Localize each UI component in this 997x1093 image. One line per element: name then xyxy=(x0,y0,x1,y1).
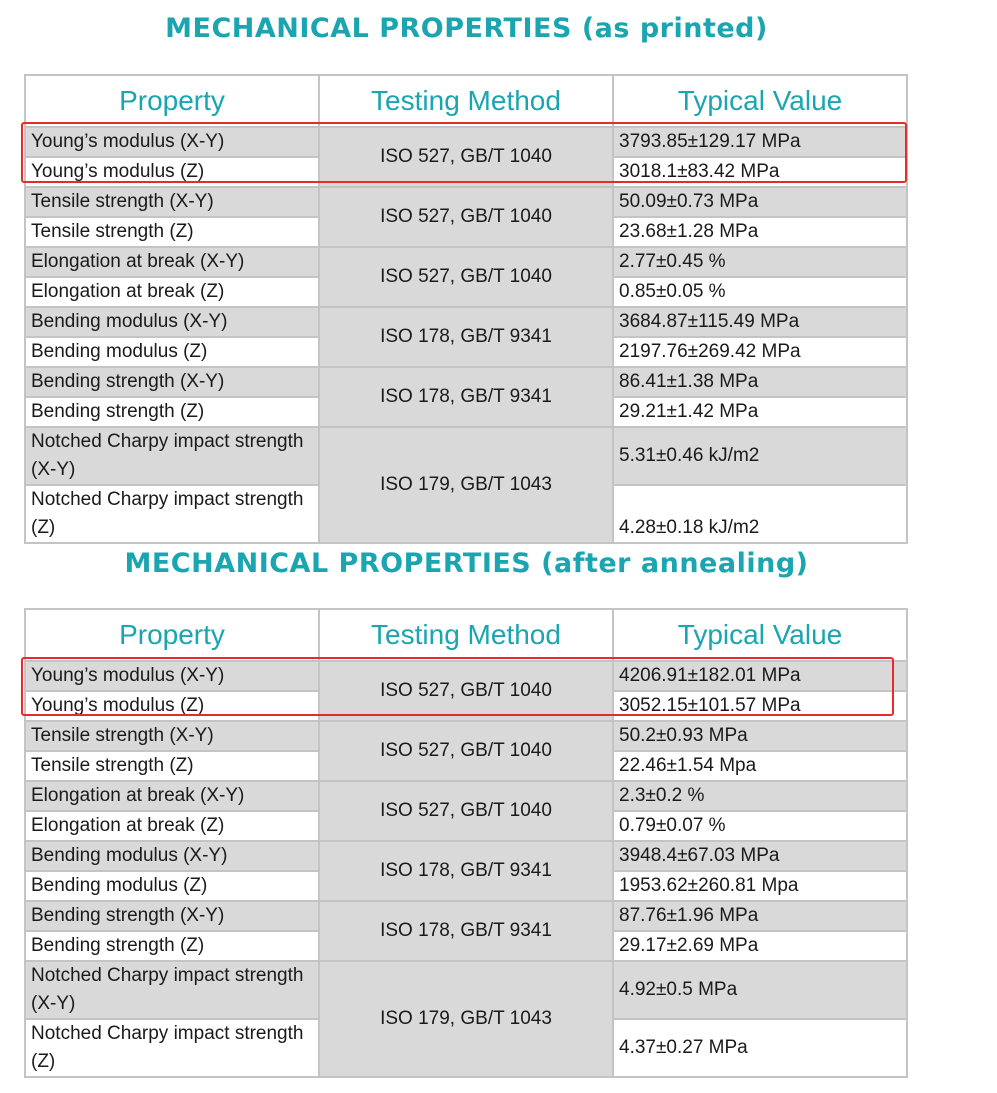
property-cell: Notched Charpy impact strength (X-Y) xyxy=(25,427,319,485)
property-cell: Young’s modulus (Z) xyxy=(25,157,319,187)
method-cell: ISO 178, GB/T 9341 xyxy=(319,367,613,427)
property-cell: Notched Charpy impact strength (X-Y) xyxy=(25,961,319,1019)
property-cell: Bending strength (Z) xyxy=(25,397,319,427)
properties-table-as-printed xyxy=(24,74,908,544)
property-cell: Tensile strength (X-Y) xyxy=(25,187,319,217)
header-testing-method: Testing Method xyxy=(319,75,613,127)
value-cell: 2.3±0.2 % xyxy=(613,781,907,811)
property-cell: Young’s modulus (X-Y) xyxy=(25,661,319,691)
header-testing-method: Testing Method xyxy=(319,609,613,661)
table-row xyxy=(25,841,907,871)
table-row xyxy=(25,901,907,931)
value-cell: 5.31±0.46 kJ/m2 xyxy=(613,427,907,485)
property-cell: Elongation at break (X-Y) xyxy=(25,247,319,277)
value-cell: 4.92±0.5 MPa xyxy=(613,961,907,1019)
property-cell: Bending modulus (X-Y) xyxy=(25,841,319,871)
property-cell: Notched Charpy impact strength (Z) xyxy=(25,1019,319,1077)
property-cell: Bending modulus (Z) xyxy=(25,337,319,367)
value-cell: 87.76±1.96 MPa xyxy=(613,901,907,931)
property-cell: Elongation at break (Z) xyxy=(25,811,319,841)
method-cell: ISO 527, GB/T 1040 xyxy=(319,127,613,187)
method-cell: ISO 527, GB/T 1040 xyxy=(319,247,613,307)
method-cell: ISO 527, GB/T 1040 xyxy=(319,661,613,721)
value-cell: 3684.87±115.49 MPa xyxy=(613,307,907,337)
header-typical-value: Typical Value xyxy=(613,609,907,661)
table-row xyxy=(25,127,907,157)
property-cell: Bending strength (Z) xyxy=(25,931,319,961)
value-cell: 29.21±1.42 MPa xyxy=(613,397,907,427)
value-cell: 0.85±0.05 % xyxy=(613,277,907,307)
value-cell: 50.2±0.93 MPa xyxy=(613,721,907,751)
property-cell: Tensile strength (Z) xyxy=(25,217,319,247)
header-property: Property xyxy=(25,609,319,661)
value-cell: 3793.85±129.17 MPa xyxy=(613,127,907,157)
property-cell: Notched Charpy impact strength (Z) xyxy=(25,485,319,543)
property-cell: Bending modulus (X-Y) xyxy=(25,307,319,337)
table-row xyxy=(25,781,907,811)
property-cell: Tensile strength (Z) xyxy=(25,751,319,781)
method-cell: ISO 178, GB/T 9341 xyxy=(319,307,613,367)
property-cell: Elongation at break (X-Y) xyxy=(25,781,319,811)
table-row xyxy=(25,427,907,485)
method-cell: ISO 527, GB/T 1040 xyxy=(319,781,613,841)
value-cell: 0.79±0.07 % xyxy=(613,811,907,841)
property-cell: Young’s modulus (X-Y) xyxy=(25,127,319,157)
properties-table-after-annealing xyxy=(24,608,908,1078)
method-cell: ISO 527, GB/T 1040 xyxy=(319,721,613,781)
section-title-after-annealing: MECHANICAL PROPERTIES (after annealing) xyxy=(124,548,809,579)
value-cell: 1953.62±260.81 Mpa xyxy=(613,871,907,901)
table-row xyxy=(25,661,907,691)
property-cell: Bending strength (X-Y) xyxy=(25,367,319,397)
method-cell: ISO 179, GB/T 1043 xyxy=(319,427,613,543)
method-cell: ISO 179, GB/T 1043 xyxy=(319,961,613,1077)
property-cell: Tensile strength (X-Y) xyxy=(25,721,319,751)
table-row xyxy=(25,247,907,277)
method-cell: ISO 178, GB/T 9341 xyxy=(319,841,613,901)
value-cell: 2197.76±269.42 MPa xyxy=(613,337,907,367)
property-cell: Young’s modulus (Z) xyxy=(25,691,319,721)
table-row xyxy=(25,367,907,397)
table-header-row xyxy=(25,609,907,661)
value-cell: 50.09±0.73 MPa xyxy=(613,187,907,217)
table-row xyxy=(25,307,907,337)
value-cell: 22.46±1.54 Mpa xyxy=(613,751,907,781)
table-row xyxy=(25,187,907,217)
table-row xyxy=(25,721,907,751)
value-cell: 3052.15±101.57 MPa xyxy=(613,691,907,721)
value-cell: 3948.4±67.03 MPa xyxy=(613,841,907,871)
property-cell: Bending strength (X-Y) xyxy=(25,901,319,931)
value-cell: 2.77±0.45 % xyxy=(613,247,907,277)
value-cell: 3018.1±83.42 MPa xyxy=(613,157,907,187)
method-cell: ISO 178, GB/T 9341 xyxy=(319,901,613,961)
method-cell: ISO 527, GB/T 1040 xyxy=(319,187,613,247)
value-cell: 4.28±0.18 kJ/m2 xyxy=(613,485,907,543)
value-cell: 4.37±0.27 MPa xyxy=(613,1019,907,1077)
table-row xyxy=(25,961,907,1019)
property-cell: Elongation at break (Z) xyxy=(25,277,319,307)
value-cell: 23.68±1.28 MPa xyxy=(613,217,907,247)
header-property: Property xyxy=(25,75,319,127)
value-cell: 4206.91±182.01 MPa xyxy=(613,661,907,691)
header-typical-value: Typical Value xyxy=(613,75,907,127)
section-title-as-printed: MECHANICAL PROPERTIES (as printed) xyxy=(165,13,768,44)
value-cell: 29.17±2.69 MPa xyxy=(613,931,907,961)
property-cell: Bending modulus (Z) xyxy=(25,871,319,901)
value-cell: 86.41±1.38 MPa xyxy=(613,367,907,397)
table-header-row xyxy=(25,75,907,127)
